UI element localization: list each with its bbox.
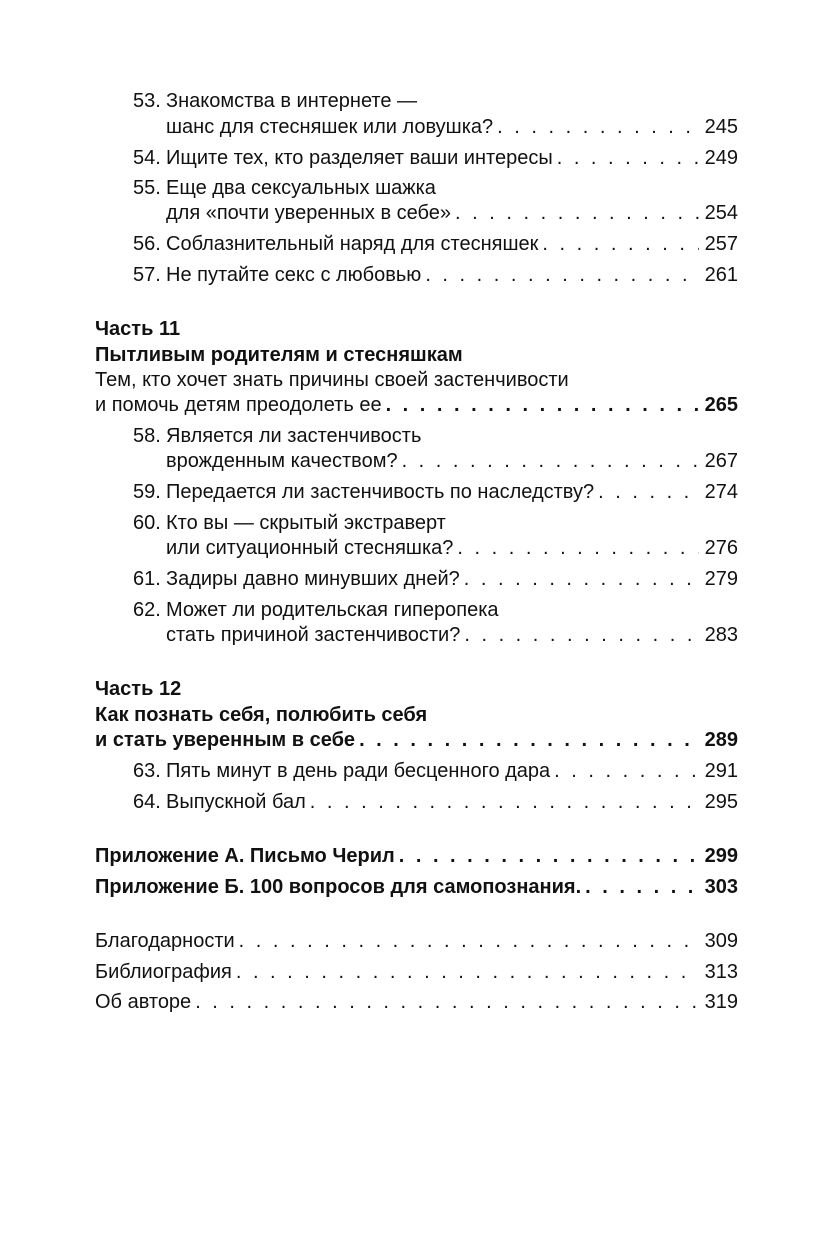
leader-dots — [497, 114, 698, 140]
leader-dots — [386, 392, 699, 418]
toc-entry-53 — [133, 114, 738, 140]
part-11-title: Пытливым родителям и стесняшкам — [95, 344, 463, 366]
toc-entry-title: для «почти уверенных в себе» — [166, 202, 452, 224]
leader-dots — [310, 789, 699, 815]
toc-page-number: 289 — [704, 729, 738, 751]
toc-entry-number: 58. — [133, 425, 161, 447]
toc-entry-title: Не путайте секс с любовью — [166, 264, 422, 286]
toc-entry-title: Знакомства в интернете — — [166, 90, 418, 112]
toc-entry-title: Ищите тех, кто разделяет ваши интересы — [166, 147, 553, 169]
leader-dots — [236, 959, 699, 985]
part-11-entry — [95, 392, 738, 418]
part-12-title-line2: и стать уверенным в себе — [95, 729, 356, 751]
appendix-b-title: Приложение Б. 100 вопросов для самопознания. — [95, 876, 582, 898]
toc-entry-59 — [133, 479, 738, 505]
leader-dots — [457, 535, 698, 561]
appendix-b-entry — [95, 874, 738, 900]
toc-entry-61 — [133, 566, 738, 592]
part-12-entry — [95, 727, 738, 753]
toc-entry-55-line1 — [133, 175, 436, 201]
toc-entry-number: 56. — [133, 233, 161, 255]
toc-entry-number: 57. — [133, 264, 161, 286]
leader-dots — [359, 727, 699, 753]
toc-page-number: 303 — [704, 876, 738, 898]
leader-dots — [195, 989, 698, 1015]
toc-entry-number: 59. — [133, 481, 161, 503]
toc-entry-title: или ситуационный стесняшка? — [166, 537, 454, 559]
toc-page-number: 267 — [704, 450, 738, 472]
toc-page-number: 274 — [704, 481, 738, 503]
toc-entry-number: 55. — [133, 177, 161, 199]
toc-entry-title: врожденным качеством? — [166, 450, 398, 472]
toc-page-number: 245 — [704, 116, 738, 138]
toc-entry-number: 63. — [133, 760, 161, 782]
toc-entry-60 — [133, 535, 738, 561]
leader-dots — [399, 843, 699, 869]
toc-entry-title: Может ли родительская гиперопека — [166, 599, 499, 621]
toc-entry-56 — [133, 231, 738, 257]
toc-page-number: 309 — [704, 930, 738, 952]
part-11-subtitle: Тем, кто хочет знать причины своей застенчивости — [95, 369, 569, 391]
leader-dots — [554, 758, 698, 784]
leader-dots — [402, 448, 699, 474]
toc-entry-number: 61. — [133, 568, 161, 590]
toc-entry-title: Еще два сексуальных шажка — [166, 177, 436, 199]
part-11-label: Часть 11 — [95, 318, 181, 340]
toc-entry-title: шанс для стесняшек или ловушка? — [166, 116, 494, 138]
toc-entry-number: 54. — [133, 147, 161, 169]
leader-dots — [542, 231, 698, 257]
toc-entry-64 — [133, 789, 738, 815]
toc-entry-title: стать причиной застенчивости? — [166, 624, 461, 646]
toc-entry-number: 64. — [133, 791, 161, 813]
leader-dots — [557, 145, 699, 171]
toc-page-number: 313 — [704, 961, 738, 983]
toc-entry-title: Кто вы — скрытый экстраверт — [166, 512, 446, 534]
toc-page-number: 319 — [704, 991, 738, 1013]
toc-entry-title: Является ли застенчивость — [166, 425, 422, 447]
leader-dots — [239, 928, 699, 954]
toc-page-number: 261 — [704, 264, 738, 286]
toc-page-number: 291 — [704, 760, 738, 782]
leader-dots — [464, 622, 698, 648]
leader-dots — [598, 479, 699, 505]
toc-page-number: 249 — [704, 147, 738, 169]
leader-dots — [455, 200, 699, 226]
toc-entry-55 — [133, 200, 738, 226]
leader-dots — [585, 874, 699, 900]
toc-entry-number: 53. — [133, 90, 161, 112]
toc-entry-title: Передается ли застенчивость по наследству? — [166, 481, 595, 503]
leader-dots — [425, 262, 698, 288]
toc-entry-58 — [133, 448, 738, 474]
toc-entry-57 — [133, 262, 738, 288]
toc-entry-number: 62. — [133, 599, 161, 621]
appendix-a-title: Приложение А. Письмо Черил — [95, 845, 395, 867]
toc-entry-54 — [133, 145, 738, 171]
toc-entry-62-line1 — [133, 597, 499, 623]
about-author-entry — [95, 989, 738, 1015]
part-12-title: Как познать себя, полюбить себя — [95, 704, 428, 726]
toc-page-number: 257 — [704, 233, 738, 255]
toc-page-number: 283 — [704, 624, 738, 646]
toc-entry-60-line1 — [133, 510, 446, 536]
toc-page-number: 295 — [704, 791, 738, 813]
toc-entry-title: Соблазнительный наряд для стесняшек — [166, 233, 539, 255]
part-12-label: Часть 12 — [95, 678, 182, 700]
leader-dots — [464, 566, 699, 592]
toc-entry-title: Пять минут в день ради бесценного дара — [166, 760, 551, 782]
toc-entry-title: Выпускной бал — [166, 791, 306, 813]
toc-entry-53-line1 — [133, 88, 417, 114]
toc-entry-number: 60. — [133, 512, 161, 534]
toc-entry-62 — [133, 622, 738, 648]
back-matter-title: Библиография — [95, 961, 232, 983]
toc-entry-title: Задиры давно минувших дней? — [166, 568, 460, 590]
acknowledgements-entry — [95, 928, 738, 954]
back-matter-title: Благодарности — [95, 930, 235, 952]
toc-page-number: 265 — [704, 394, 738, 416]
toc-page-number: 254 — [704, 202, 738, 224]
toc-entry-58-line1 — [133, 423, 421, 449]
appendix-a-entry — [95, 843, 738, 869]
toc-entry-63 — [133, 758, 738, 784]
toc-page-number: 299 — [704, 845, 738, 867]
bibliography-entry — [95, 959, 738, 985]
toc-page-number: 276 — [704, 537, 738, 559]
part-11-subtitle-line2: и помочь детям преодолеть ее — [95, 394, 382, 416]
toc-page-number: 279 — [704, 568, 738, 590]
back-matter-title: Об авторе — [95, 991, 192, 1013]
